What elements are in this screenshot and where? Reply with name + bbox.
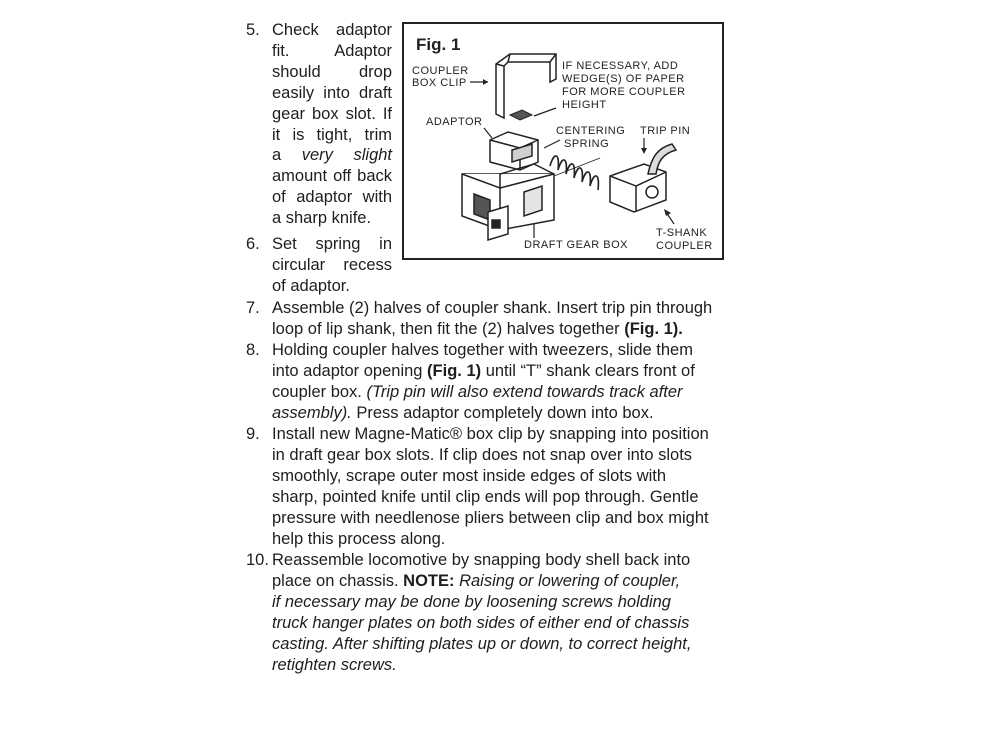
draft-gear-box-tab (488, 206, 508, 240)
text-line: casting. After shifting plates up or down, to correct height, (272, 634, 692, 653)
label-adaptor: ADAPTOR (426, 116, 483, 128)
step-number: 5. (246, 21, 260, 39)
step-text (272, 20, 392, 229)
label-coupler-box-clip-1: COUPLER (412, 65, 469, 77)
text-line: it is tight, trim (272, 125, 392, 144)
text-line: fit. Adaptor (272, 41, 392, 60)
step-text (272, 340, 695, 424)
label-centering-2: SPRING (564, 138, 610, 150)
text-line: of adaptor. (272, 276, 350, 295)
leader-wedge (534, 108, 556, 116)
text-line: sharp, pointed knife until clip ends will pop through. Gentle (272, 487, 699, 506)
text-line: into adaptor opening (Fig. 1) until “T” shank clears front of (272, 361, 695, 380)
label-tshank-2: COUPLER (656, 240, 713, 252)
text-line: a sharp knife. (272, 209, 372, 228)
step-number: 9. (246, 425, 260, 443)
text-line: Reassemble locomotive by snapping body shell back into (272, 551, 691, 569)
text-line: retighten screws. (272, 655, 397, 674)
step-number: 8. (246, 341, 260, 359)
text-line: Holding coupler halves together with tweezers, slide them (272, 341, 693, 359)
text-line: pressure with needlenose pliers between clip and box might (272, 508, 709, 527)
step-number: 10. (246, 551, 269, 569)
step-text (272, 550, 691, 675)
text-line: truck hanger plates on both sides of either end of chassis (272, 613, 690, 632)
box-clip-part (496, 54, 556, 118)
label-note-4: HEIGHT (562, 99, 607, 111)
text-line: in draft gear box slots. If clip does not snap over into slots (272, 445, 693, 464)
text-line: smoothly, scrape outer most inside edges of slots with (272, 466, 667, 485)
text-line: Set spring in (272, 235, 392, 253)
leader-arrow-tshank (664, 209, 671, 216)
text-line: circular recess (272, 255, 392, 274)
text-line: Install new Magne-Matic® box clip by snapping into position (272, 425, 709, 443)
text-line: Check adaptor (272, 21, 392, 39)
text-line: Assemble (2) halves of coupler shank. Insert trip pin through (272, 299, 713, 317)
label-note-2: WEDGE(S) OF PAPER (562, 73, 685, 85)
text-line: amount off back (272, 167, 392, 186)
leader-adaptor (484, 128, 492, 138)
text-line: loop of lip shank, then fit the (2) halves together (Fig. 1). (272, 319, 683, 338)
label-centering-1: CENTERING (556, 125, 626, 137)
step-number: 7. (246, 299, 260, 317)
text-line: assembly). Press adaptor completely down into box. (272, 403, 654, 422)
leader-arrow-clip (483, 79, 488, 85)
label-tshank-1: T-SHANK (656, 227, 708, 239)
label-draft-gear-box: DRAFT GEAR BOX (524, 239, 628, 251)
t-shank-coupler-part (610, 144, 676, 212)
step-text (272, 234, 392, 297)
text-line: place on chassis. NOTE: Raising or lowering of coupler, (272, 571, 681, 590)
figure-title: Fig. 1 (416, 35, 461, 54)
text-line: of adaptor with (272, 188, 392, 207)
label-trip-pin: TRIP PIN (640, 125, 691, 137)
text-line: gear box slot. If (272, 104, 392, 123)
leader-spring (544, 140, 560, 148)
centering-spring-part (550, 156, 600, 190)
text-line: help this process along. (272, 529, 446, 548)
text-line: should drop (272, 62, 392, 81)
label-coupler-box-clip-2: BOX CLIP (412, 77, 467, 89)
figure-1 (402, 22, 724, 260)
step-text (272, 424, 709, 549)
step-number: 6. (246, 235, 260, 253)
leader-arrow-trip-pin (641, 148, 647, 154)
label-note-1: IF NECESSARY, ADD (562, 60, 679, 72)
figure-1-drawing (404, 24, 722, 258)
paper-wedge (510, 110, 532, 120)
text-line: if necessary may be done by loosening screws holding (272, 592, 671, 611)
label-note-3: FOR MORE COUPLER (562, 86, 686, 98)
text-line: a very slight (272, 146, 393, 165)
text-line: coupler box. (Trip pin will also extend towards track after (272, 382, 683, 401)
text-line: easily into draft (272, 83, 392, 102)
step-text (272, 298, 712, 340)
